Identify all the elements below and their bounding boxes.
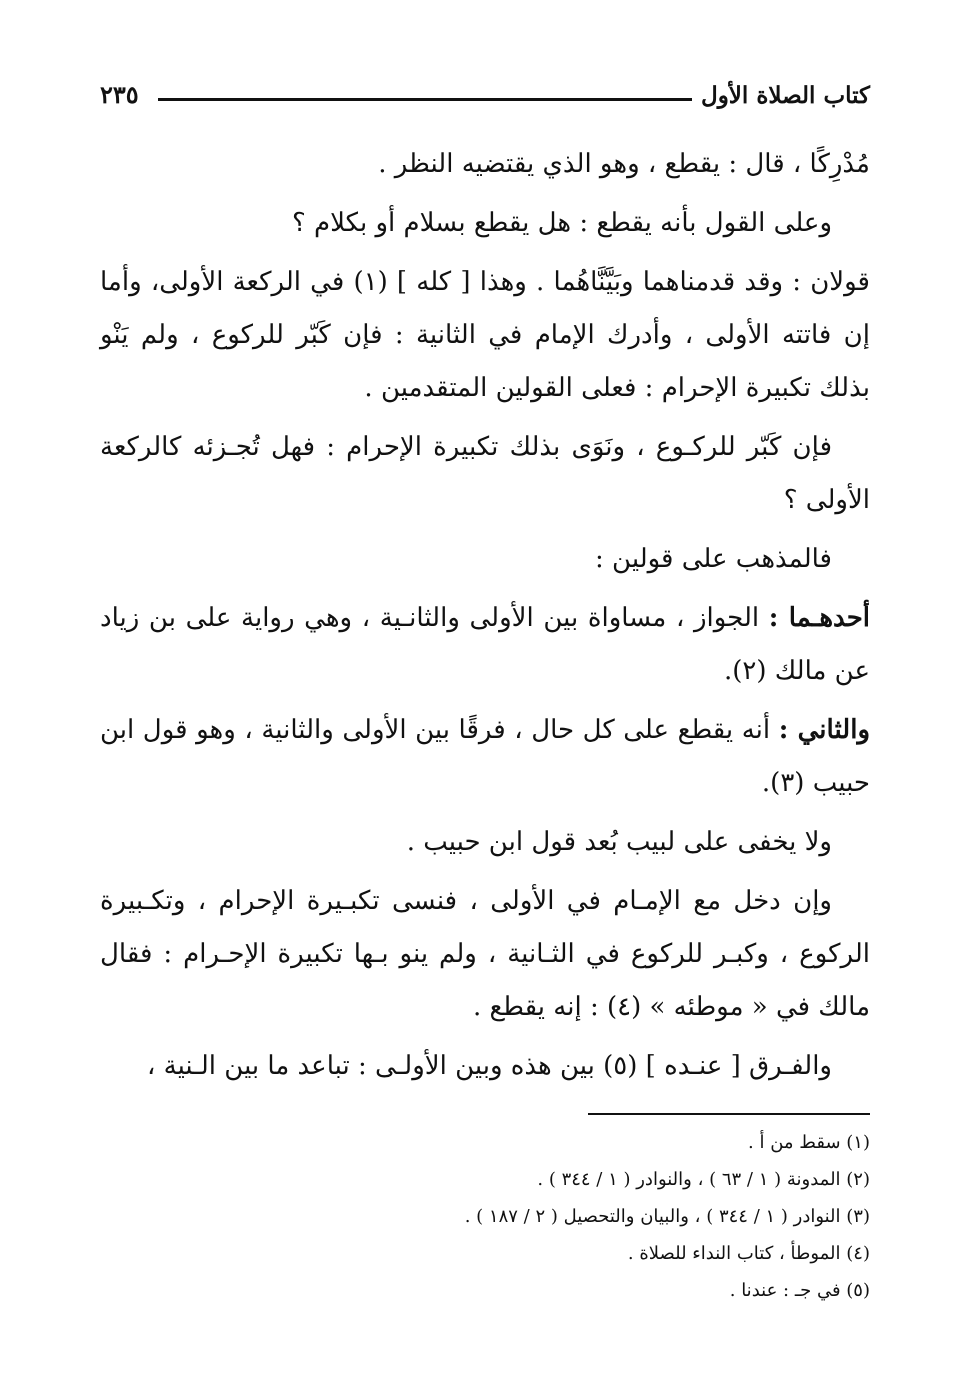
header-rule bbox=[158, 98, 692, 101]
paragraph-6-text: الجواز ، مساواة بين الأولى والثانـية ، وهي رواية على بن زياد عن مالك (٢). bbox=[100, 603, 870, 686]
paragraph-7-label: والثاني : bbox=[778, 715, 871, 745]
paragraph-3: قولان : وقد قدمناهما وبَيَّنَّاهُما . وهذا [ كله ] (١) في الركعة الأولى، وأما إن فاتته الأولى ، وأدرك الإمام في الثانية : فإن كَبّر للركوع ، ولم يَنْو بذلك تكبيرة الإحرام : فعلى القولين المتقدمين . bbox=[100, 267, 870, 403]
paragraph-5: فالمذهب على قولين : bbox=[595, 544, 832, 574]
footnotes bbox=[100, 1124, 870, 1309]
paragraph-1: مُدْرِكًا ، قال : يقطع ، وهو الذي يقتضيه النظر . bbox=[378, 149, 870, 179]
footnote-1: (١) سقط من أ . bbox=[748, 1132, 870, 1153]
paragraph-7 bbox=[100, 704, 870, 810]
paragraph-8: ولا يخفى على لبيب بُعد قول ابن حبيب . bbox=[406, 827, 832, 857]
paragraph-6-label: أحدهـما : bbox=[768, 603, 870, 633]
footnote-5: (٥) في جـ : عندنا . bbox=[729, 1280, 870, 1301]
paragraph-4: فإن كَبّر للركـوع ، ونَوَى بذلك تكبيرة الإحرام : فهل تُجـزئه كالركعة الأولى ؟ bbox=[100, 432, 870, 515]
running-title: كتاب الصلاة الأول bbox=[700, 82, 870, 109]
footnote-rule bbox=[588, 1113, 870, 1115]
paragraph-2: وعلى القول بأنه يقطع : هل يقطع بسلام أو بكلام ؟ bbox=[291, 208, 832, 238]
paragraph-9: وإن دخل مع الإمـام في الأولى ، فنسى تكبـيرة الإحرام ، وتكـبيرة الركوع ، وكبـر للركوع في الثـانية ، ولم ينو بـها تكبيرة الإحـرام : فقال مالك في « موطئه » (٤) : إنه يقطع . bbox=[100, 886, 871, 1022]
paragraph-10: والفـرق [ عنـده ] (٥) بين هذه وبين الأولـى : تباعد ما بين الـنية ، bbox=[146, 1051, 832, 1081]
paragraph-6 bbox=[100, 592, 870, 698]
footnote-2: (٢) المدونة ( ١ / ٦٣ ) ، والنوادر ( ١ / ٣٤٤ ) . bbox=[537, 1169, 870, 1190]
page-header bbox=[100, 78, 870, 118]
paragraph-7-text: أنه يقطع على كل حال ، فرقًا بين الأولى والثانية ، وهو قول ابن حبيب (٣). bbox=[100, 715, 870, 798]
body-text bbox=[100, 138, 870, 1099]
footnote-3: (٣) النوادر ( ١ / ٣٤٤ ) ، والبيان والتحصيل ( ٢ / ١٨٧ ) . bbox=[464, 1206, 870, 1227]
footnote-4: (٤) الموطأ ، كتاب النداء للصلاة . bbox=[627, 1243, 870, 1264]
page-number: ٢٣٥ bbox=[100, 80, 139, 109]
